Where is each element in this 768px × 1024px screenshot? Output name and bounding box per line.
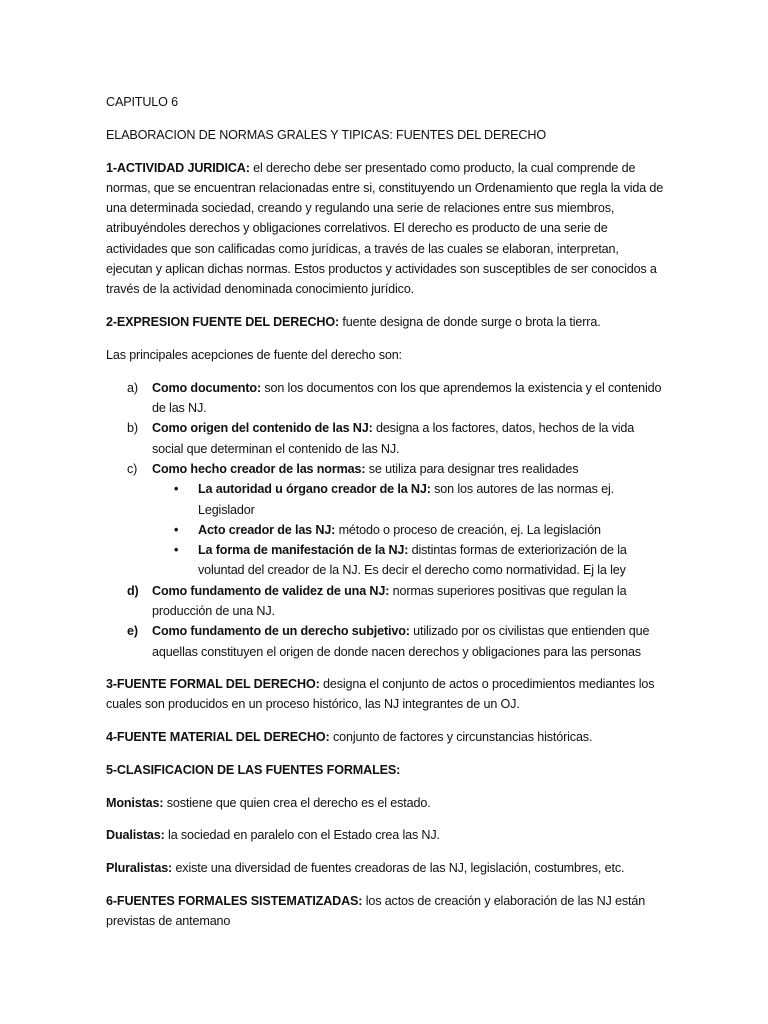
definition-label: Pluralistas:	[106, 861, 173, 876]
acepciones-intro: Las principales acepciones de fuente del derecho son:	[106, 347, 402, 362]
list-item	[106, 621, 666, 662]
item-label: Como documento:	[152, 380, 261, 395]
main-heading: ELABORACION DE NORMAS GRALES Y TIPICAS: FUENTES DEL DERECHO	[106, 127, 546, 142]
subitem-text: son los autores de las normas ej. Legislador	[198, 482, 614, 517]
item-text: designa a los factores, datos, hechos de la vida social que determinan el contenido de las NJ.	[152, 421, 635, 456]
bullet-icon: •	[174, 522, 179, 537]
subitem-label: La autoridad u órgano creador de la NJ:	[198, 482, 431, 497]
bullet-icon: •	[174, 543, 179, 558]
section-actividad-juridica	[106, 158, 666, 300]
section-text: fuente designa de donde surge o brota la tierra.	[339, 315, 601, 330]
list-marker: d)	[127, 583, 139, 598]
realidades-sublist	[152, 479, 666, 580]
bullet-icon: •	[174, 482, 179, 497]
sublist-item	[152, 540, 666, 581]
definition-text: la sociedad en paralelo con el Estado crea las NJ.	[164, 828, 440, 843]
section-text: designa el conjunto de actos o procedimientos mediantes los cuales son producidos en un proceso histórico, las NJ integrantes de un OJ.	[106, 676, 655, 712]
definition-text: sostiene que quien crea el derecho es el estado.	[163, 795, 431, 810]
section-label: 4-FUENTE MATERIAL DEL DERECHO:	[106, 730, 330, 745]
list-marker: b)	[127, 421, 138, 436]
subitem-label: Acto creador de las NJ:	[198, 522, 336, 537]
section-fuentes-sistematizadas	[106, 891, 666, 932]
section-label: 6-FUENTES FORMALES SISTEMATIZADAS:	[106, 894, 363, 908]
section-label: 5-CLASIFICACION DE LAS FUENTES FORMALES:	[106, 762, 401, 777]
sublist-item	[152, 479, 666, 520]
list-item	[106, 459, 666, 581]
item-label: Como hecho creador de las normas:	[152, 461, 366, 476]
subitem-text: distintas formas de exteriorización de la voluntad del creador de la NJ. Es decir el derecho como normatividad. Ej la ley	[198, 543, 627, 578]
section-text: conjunto de factores y circunstancias históricas.	[329, 730, 593, 745]
list-item	[106, 378, 666, 419]
definition-monistas	[106, 793, 666, 813]
section-text: los actos de creación y elaboración de las NJ están previstas de antemano	[106, 894, 646, 929]
document-body	[106, 92, 666, 944]
list-marker: c)	[127, 461, 138, 476]
section-label: 1-ACTIVIDAD JURIDICA:	[106, 160, 250, 175]
definition-label: Monistas:	[106, 795, 164, 810]
acepciones-list	[106, 378, 666, 662]
sublist-item	[152, 520, 666, 540]
definition-label: Dualistas:	[106, 828, 165, 843]
list-item	[106, 581, 666, 622]
item-label: Como fundamento de un derecho subjetivo:	[152, 624, 410, 639]
section-label: 3-FUENTE FORMAL DEL DERECHO:	[106, 676, 320, 691]
definition-dualistas	[106, 825, 666, 845]
list-marker: e)	[127, 624, 138, 639]
item-label: Como origen del contenido de las NJ:	[152, 421, 373, 436]
section-fuente-material	[106, 727, 666, 747]
item-text: normas superiores positivas que regulan la producción de una NJ.	[152, 583, 627, 619]
item-text: utilizado por os civilistas que entienden que aquellas constituyen el origen de donde nacen derechos y obligaciones para las personas	[152, 624, 650, 659]
subitem-text: método o proceso de creación, ej. La legislación	[335, 522, 601, 537]
section-expresion-fuente	[106, 312, 666, 332]
definition-pluralistas	[106, 858, 666, 878]
section-clasificacion	[106, 760, 666, 780]
item-text: se utiliza para designar tres realidades	[365, 461, 579, 476]
list-item	[106, 418, 666, 459]
definition-text: existe una diversidad de fuentes creadoras de las NJ, legislación, costumbres, etc.	[172, 861, 625, 876]
subitem-label: La forma de manifestación de la NJ:	[198, 543, 409, 558]
item-label: Como fundamento de validez de una NJ:	[152, 583, 390, 598]
section-fuente-formal	[106, 674, 666, 715]
section-label: 2-EXPRESION FUENTE DEL DERECHO:	[106, 315, 340, 330]
section-text: el derecho debe ser presentado como producto, la cual comprende de normas, que se encuentran relacionadas entre si, constituyendo un Ordenamiento que regla la vida de una determinada sociedad, creando y regulando una serie de relaciones entre sus miembros, atribuyéndoles derechos y obligaciones correlativos. El derecho es producto de una serie de actividades que son calificadas como jurídicas, a través de las cuales se elaboran, interpretan, ejecutan y aplican dichas normas. Estos productos y actividades son susceptibles de ser conocidos a través de la actividad denominada conocimiento jurídico.	[106, 160, 664, 297]
list-marker: a)	[127, 380, 138, 395]
chapter-title: CAPITULO 6	[106, 95, 178, 109]
item-text: son los documentos con los que aprendemos la existencia y el contenido de las NJ.	[152, 380, 662, 416]
